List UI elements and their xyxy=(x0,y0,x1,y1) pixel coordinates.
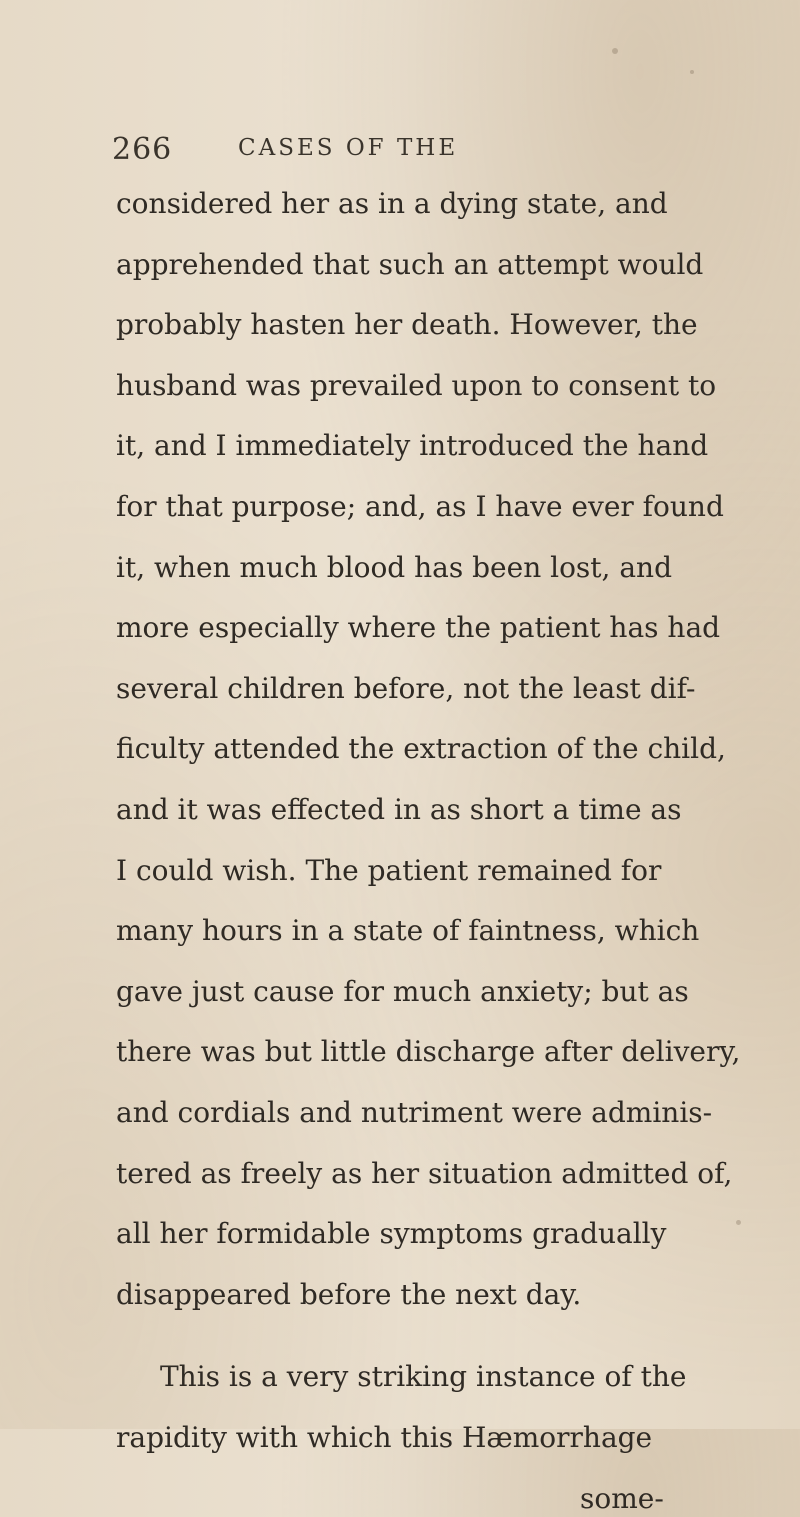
text-line: many hours in a state of faintness, which xyxy=(116,914,700,947)
text-line: I could wish. The patient remained for xyxy=(116,854,662,887)
text-line: and it was effected in as short a time as xyxy=(116,793,682,826)
text-line: all her formidable symptoms gradually xyxy=(116,1217,667,1250)
text-line: probably hasten her death. However, the xyxy=(116,308,698,341)
text-line: This is a very striking instance of the xyxy=(160,1360,687,1393)
text-line: apprehended that such an attempt would xyxy=(116,248,704,281)
text-line: for that purpose; and, as I have ever found xyxy=(116,490,724,523)
text-line: more especially where the patient has had xyxy=(116,611,721,644)
text-line: ficulty attended the extraction of the child, xyxy=(116,732,726,765)
running-head: CASES OF THE xyxy=(238,135,459,161)
paper-speck xyxy=(612,48,618,54)
text-line: it, when much blood has been lost, and xyxy=(116,551,673,584)
page-number: 266 xyxy=(112,132,173,167)
text-line: rapidity with which this Hæmorrhage xyxy=(116,1421,653,1454)
paper-speck xyxy=(736,1220,741,1225)
text-line: there was but little discharge after delivery, xyxy=(116,1035,741,1068)
text-line: several children before, not the least dif- xyxy=(116,672,696,705)
text-line: and cordials and nutriment were adminis- xyxy=(116,1096,713,1129)
text-line: some- xyxy=(580,1482,664,1515)
text-line: tered as freely as her situation admitted of, xyxy=(116,1157,733,1190)
text-line: gave just cause for much anxiety; but as xyxy=(116,975,689,1008)
text-line: it, and I immediately introduced the hand xyxy=(116,429,709,462)
text-line: considered her as in a dying state, and xyxy=(116,187,668,220)
text-line: husband was prevailed upon to consent to xyxy=(116,369,717,402)
text-line: disappeared before the next day. xyxy=(116,1278,582,1311)
paper-speck xyxy=(690,70,694,74)
